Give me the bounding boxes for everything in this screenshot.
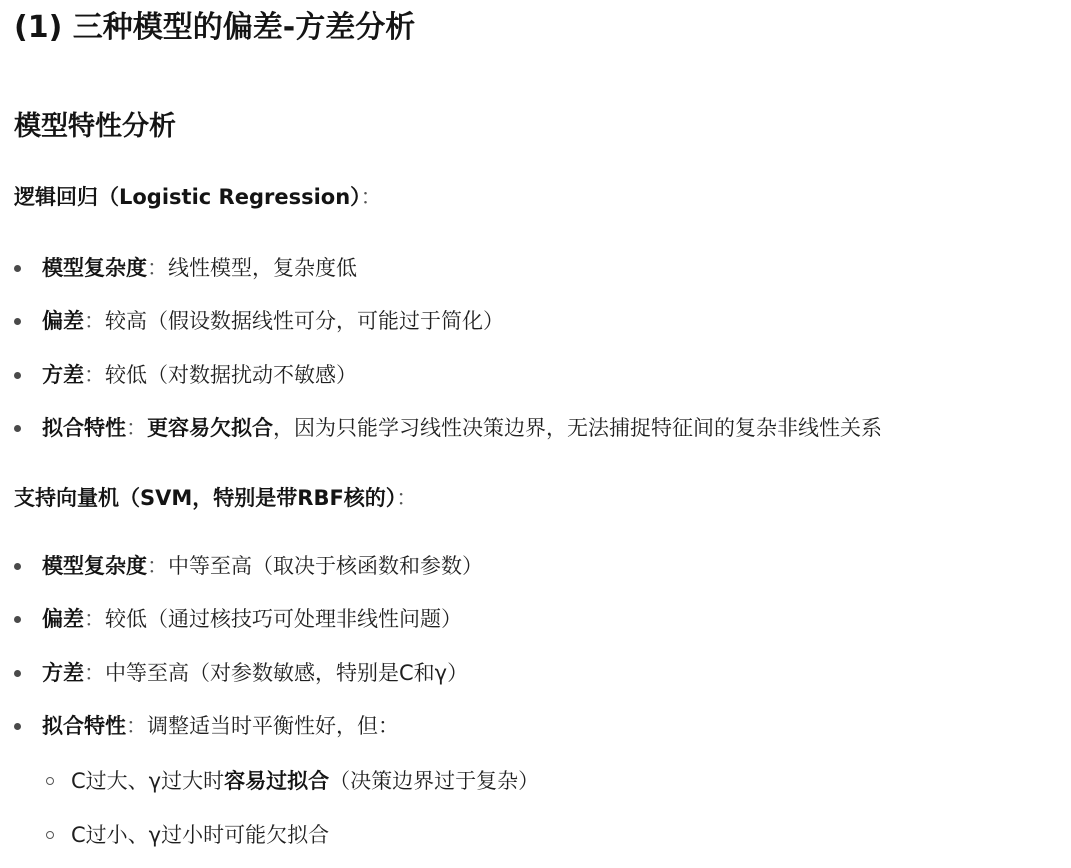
bullet-icon [14,616,21,623]
bullet-icon [14,425,21,432]
page-title: (1) 三种模型的偏差-方差分析 [14,10,416,45]
item-label: 方差 [42,363,84,387]
item-label: 偏差 [42,607,84,631]
model-heading-logistic-regression: 逻辑回归（Logistic Regression）： [14,185,382,209]
item-text: 较低（对数据扰动不敏感） [105,363,357,387]
sub-item-note: （决策边界过于复杂） [329,769,540,793]
bullet-icon [14,372,21,379]
bullet-icon [14,670,21,677]
item-label: 拟合特性 [42,714,126,738]
item-text: 较低（通过核技巧可处理非线性问题） [105,607,462,631]
item-text: 较高（假设数据线性可分，可能过于简化） [105,309,504,333]
item-text: 中等至高（对参数敏感，特别是C和γ） [105,661,469,685]
bullet-icon [14,265,21,272]
hollow-bullet-icon [46,831,54,839]
model-heading-svm: 支持向量机（SVM，特别是带RBF核的）： [14,486,418,510]
hollow-bullet-icon [46,777,54,785]
item-text: ，因为只能学习线性决策边界，无法捕捉特征间的复杂非线性关系 [273,416,882,440]
item-text: 中等至高（取决于核函数和参数） [168,554,483,578]
item-text: 线性模型，复杂度低 [168,256,357,280]
sub-item-text: C过大、γ过大时 [71,769,225,793]
bullet-icon [14,723,21,730]
item-label: 拟合特性 [42,416,126,440]
item-label: 模型复杂度 [42,256,147,280]
section-heading: 模型特性分析 [14,111,176,142]
bullet-icon [14,563,21,570]
bullet-icon [14,318,21,325]
sub-item-emphasis: 容易过拟合 [224,769,330,793]
item-text: 调整适当时平衡性好，但： [147,714,399,738]
item-label: 方差 [42,661,84,685]
sub-item-text: C过小、γ过小时可能欠拟合 [71,823,330,847]
item-label: 偏差 [42,309,84,333]
item-label: 模型复杂度 [42,554,147,578]
item-emphasis: 更容易欠拟合 [147,416,273,440]
